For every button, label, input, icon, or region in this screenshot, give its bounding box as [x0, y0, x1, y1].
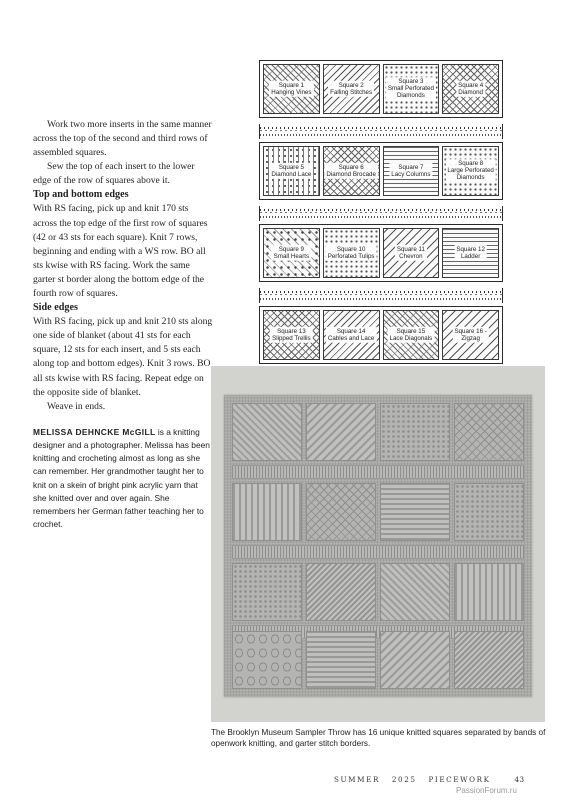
chart-square-label: Square 6 Diamond Brocade: [326, 163, 376, 178]
chart-square: [323, 64, 380, 114]
chart-square: [323, 146, 380, 196]
author-bio: [33, 426, 213, 532]
knit-row: [232, 403, 524, 461]
knit-square: [232, 631, 302, 689]
article-text-column: [33, 118, 213, 531]
knit-row: [232, 563, 524, 621]
chart-row-4: [259, 306, 503, 364]
watermark: PassionForum.ru: [456, 786, 517, 795]
chart-square: [442, 310, 499, 360]
knit-square: [306, 563, 376, 621]
chart-square: [442, 228, 499, 278]
footer-year: 2025: [391, 775, 417, 784]
paragraph-weave-ends: Weave in ends.: [47, 400, 106, 412]
chart-square-label: Square 14 Cables and Lace: [327, 327, 375, 342]
openwork-insert-band: [259, 288, 503, 303]
footer-magazine: PIECEWORK: [428, 775, 491, 784]
knit-square: [380, 403, 450, 461]
chart-square: [263, 64, 320, 114]
chart-square: [442, 146, 499, 196]
knitted-blanket: [224, 395, 532, 697]
chart-square-label: Square 2 Falling Stitches: [330, 81, 373, 96]
paragraph-top-bottom-edges: With RS facing, pick up and knit 170 sts across the top edge of the first row of squares (42 or 43 sts for each square). Knit 7 rows, beginning and ending with a WS row. BO all sts kwise with RS facing. Work the same garter st border along the bottom edge of the fourth row of squares.: [33, 203, 208, 300]
chart-square-label: Square 7 Lacy Columns: [391, 163, 431, 178]
knit-openwork-band: [232, 545, 524, 559]
chart-square: [263, 146, 320, 196]
paragraph-inserts: Work two more inserts in the same manner across the top of the second and third rows of assembled squares.: [33, 119, 212, 159]
chart-row-1: [259, 60, 503, 118]
openwork-insert-band: [259, 206, 503, 221]
chart-square: [263, 310, 320, 360]
chart-square-label: Square 10 Perforated Tulips: [327, 245, 375, 260]
chart-square: [383, 228, 440, 278]
sampler-throw-photo: [211, 366, 545, 722]
author-name: MELISSA DEHNCKE McGILL: [33, 426, 156, 437]
knit-square: [232, 483, 302, 541]
sampler-layout-chart: [259, 60, 503, 357]
paragraph-side-edges: With RS facing, pick up and knit 210 sts along one side of blanket (about 41 sts for each square, 12 sts for each insert, and 5 sts each along top and bottom edges). Knit 3 rows. BO all sts kwise with RS facing. Repeat edge on the opposite side of blanket.: [33, 316, 213, 398]
openwork-insert-band: [259, 124, 503, 139]
chart-square-label: Square 3 Small Perforated Diamonds: [387, 78, 434, 100]
chart-square: [383, 146, 440, 196]
chart-square-label: Square 13 Slipped Trellis: [272, 327, 311, 342]
knit-square: [306, 403, 376, 461]
chart-square: [263, 228, 320, 278]
chart-square: [383, 310, 440, 360]
knit-row: [232, 483, 524, 541]
knitted-squares-grid: [232, 403, 524, 689]
chart-square: [323, 310, 380, 360]
knit-row: [232, 631, 524, 689]
knit-square: [454, 563, 524, 621]
knit-openwork-band: [232, 465, 524, 479]
chart-square-label: Square 1 Hanging Vines: [271, 81, 312, 96]
heading-side-edges: Side edges: [33, 302, 78, 314]
chart-square: [383, 64, 440, 114]
page-footer: [334, 775, 525, 784]
knit-square: [232, 403, 302, 461]
chart-square-label: Square 11 Chevron: [396, 245, 425, 260]
chart-square-label: Square 4 Diamond: [458, 81, 484, 96]
knit-square: [306, 631, 376, 689]
photo-caption: The Brooklyn Museum Sampler Throw has 16 unique knitted squares separated by bands of openwork knitting, and garter stitch borders.: [211, 728, 546, 748]
chart-square-label: Square 15 Lace Diagonals: [389, 327, 433, 342]
chart-square-label: Square 9 Small Hearts: [273, 245, 310, 260]
chart-row-2: [259, 142, 503, 200]
knit-square: [380, 563, 450, 621]
chart-square-label: Square 12 Ladder: [456, 245, 485, 260]
knit-square: [454, 483, 524, 541]
footer-season: SUMMER: [334, 775, 380, 784]
chart-square: [323, 228, 380, 278]
knit-square: [380, 483, 450, 541]
paragraph-sew-inserts: Sew the top of each insert to the lower edge of the row of squares above it.: [33, 161, 195, 187]
knit-square: [306, 483, 376, 541]
page-number: 43: [514, 775, 525, 784]
chart-square-label: Square 8 Large Perforated Diamonds: [447, 160, 494, 182]
chart-square-label: Square 16 - Zigzag: [454, 327, 487, 342]
knit-square: [380, 631, 450, 689]
heading-top-bottom-edges: Top and bottom edges: [33, 189, 129, 201]
chart-square: [442, 64, 499, 114]
author-bio-text: is a knitting designer and a photographer. Melissa has been knitting and crocheting almost as long as she can remember. Her grandmother taught her to knit on a skein of bright pink acrylic yarn that she knitted over and over again. She remembers her German father teaching her to crochet.: [33, 426, 210, 530]
article-body: [33, 118, 213, 414]
knit-square: [232, 563, 302, 621]
knit-square: [454, 631, 524, 689]
chart-row-3: [259, 224, 503, 282]
knit-square: [454, 403, 524, 461]
chart-square-label: Square 5 Diamond Lace: [271, 163, 312, 178]
